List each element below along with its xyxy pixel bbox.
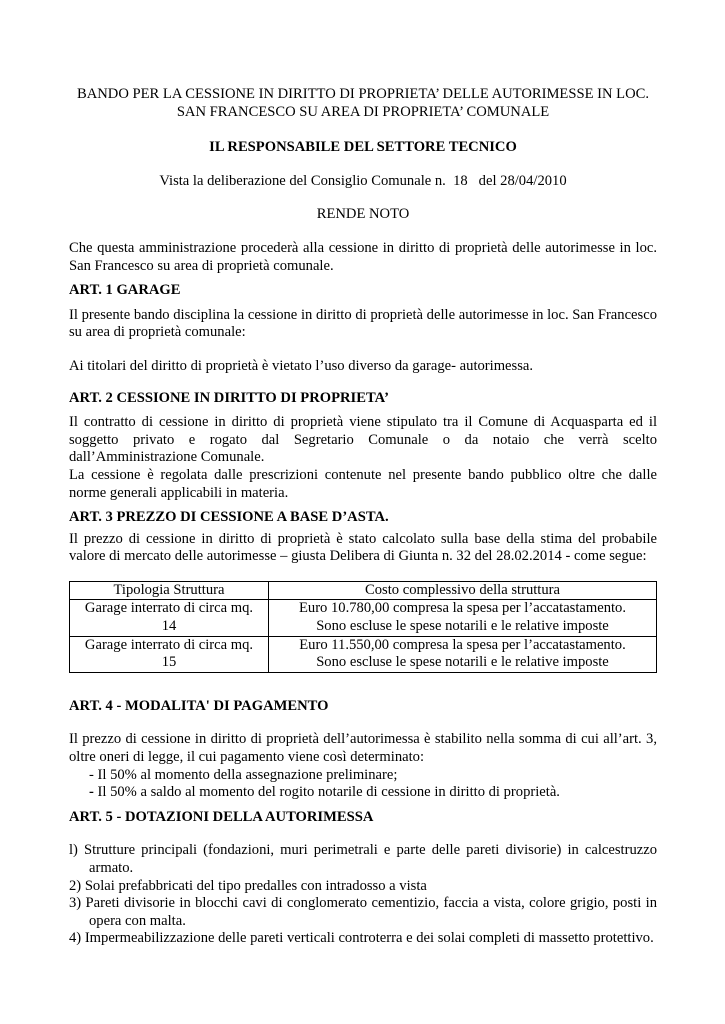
list-item [69,878,657,896]
cost-line-1: Euro 10.780,00 compresa la spesa per l’accatastamento. [298,600,627,617]
table-row [70,636,657,672]
list-item [89,767,657,785]
art2-paragraph-1: Il contratto di cessione in diritto di proprietà viene stipulato tra il Comune di Acquasparta ed il soggetto privato e rogato dal Segretario Comunale o da notaio che verrà scelto dall’Amministrazione Comunale. [69,414,657,466]
rende-noto: RENDE NOTO [316,206,410,223]
art1-paragraph-1: Il presente bando disciplina la cessione in diritto di proprietà delle autorimesse in loc. San Francesco su area di proprietà comunale: [69,306,657,341]
art1-paragraph-2: Ai titolari del diritto di proprietà è vietato l’uso diverso da garage- autorimessa. [69,357,534,374]
item-number: 4) [69,930,82,947]
intro-paragraph: Che questa amministrazione procederà alla cessione in diritto di proprietà delle autorimesse in loc. San Francesco su area di proprietà comunale. [69,239,657,274]
document-title-line-2: SAN FRANCESCO SU AREA DI PROPRIETA’ COMUNALE [176,103,550,120]
price-table [69,581,657,673]
item-text: Strutture principali (fondazioni, muri perimetrali e parte delle pareti divisorie) in calcestruzzo armato. [77,842,657,876]
bullet-text: Il 50% a saldo al momento del rogito notarile di cessione in diritto di proprietà. [93,784,560,801]
cost-line-2: Sono escluse le spese notarili e le relative imposte [316,618,609,635]
price-table-header-type: Tipologia Struttura [70,581,269,600]
art3-paragraph-1: Il prezzo di cessione in diritto di proprietà è stato calcolato sulla base della stima del probabile valore di mercato delle autorimesse – giusta Delibera di Giunta n. 32 del 28.02.2014 - come segue: [69,530,657,565]
list-item [69,842,657,877]
item-text: Impermeabilizzazione delle pareti verticali controterra e dei solai completi di massetto protettivo. [81,930,654,947]
table-cell-type [70,600,269,636]
list-item [89,784,657,802]
table-cell-cost [269,600,657,636]
document-page [69,86,657,948]
type-line-1: Garage interrato di circa mq. [84,636,254,653]
cost-line-1: Euro 11.550,00 compresa la spesa per l’accatastamento. [299,636,626,653]
list-item [69,930,657,948]
table-cell-type [70,636,269,672]
art5-list [69,842,657,948]
item-text: Solai prefabbricati del tipo predalles con intradosso a vista [81,877,427,894]
type-line-2: 14 [161,618,177,635]
item-number: l) [69,842,78,859]
item-number: 2) [69,877,82,894]
art5-heading: ART. 5 - DOTAZIONI DELLA AUTORIMESSA [69,808,374,825]
price-table-header-row [70,581,657,600]
list-item [69,895,657,930]
art4-heading: ART. 4 - MODALITA' DI PAGAMENTO [69,697,329,714]
responsible-heading: IL RESPONSABILE DEL SETTORE TECNICO [209,139,517,156]
price-table-header-cost: Costo complessivo della struttura [269,581,657,600]
art2-paragraph-2: La cessione è regolata dalle prescrizioni contenute nel presente bando pubblico oltre che dalle norme generali applicabili in materia. [69,466,657,501]
type-line-1: Garage interrato di circa mq. [84,600,254,617]
item-number: 3) [69,895,82,912]
art3-heading: ART. 3 PREZZO DI CESSIONE A BASE D’ASTA. [69,509,389,526]
cost-line-2: Sono escluse le spese notarili e le relative imposte [316,654,609,671]
table-row [70,600,657,636]
table-cell-cost [269,636,657,672]
bullet-dash: - [89,766,94,783]
bullet-dash: - [89,784,94,801]
document-title-line-1: BANDO PER LA CESSIONE IN DIRITTO DI PROPRIETA’ DELLE AUTORIMESSE IN LOC. [76,86,650,102]
vista-deliberazione: Vista la deliberazione del Consiglio Comunale n. 18 del 28/04/2010 [159,172,567,189]
bullet-text: Il 50% al momento della assegnazione preliminare; [93,766,398,783]
item-text: Pareti divisorie in blocchi cavi di conglomerato cementizio, faccia a vista, colore grigio, posti in opera con malta. [81,895,657,929]
art4-paragraph-1: Il prezzo di cessione in diritto di proprietà dell’autorimessa è stabilito nella somma di cui all’art. 3, oltre oneri di legge, il cui pagamento viene così determinato: [69,731,657,766]
art2-heading: ART. 2 CESSIONE IN DIRITTO DI PROPRIETA’ [69,389,389,406]
type-line-2: 15 [161,654,177,671]
art1-heading: ART. 1 GARAGE [69,282,181,299]
